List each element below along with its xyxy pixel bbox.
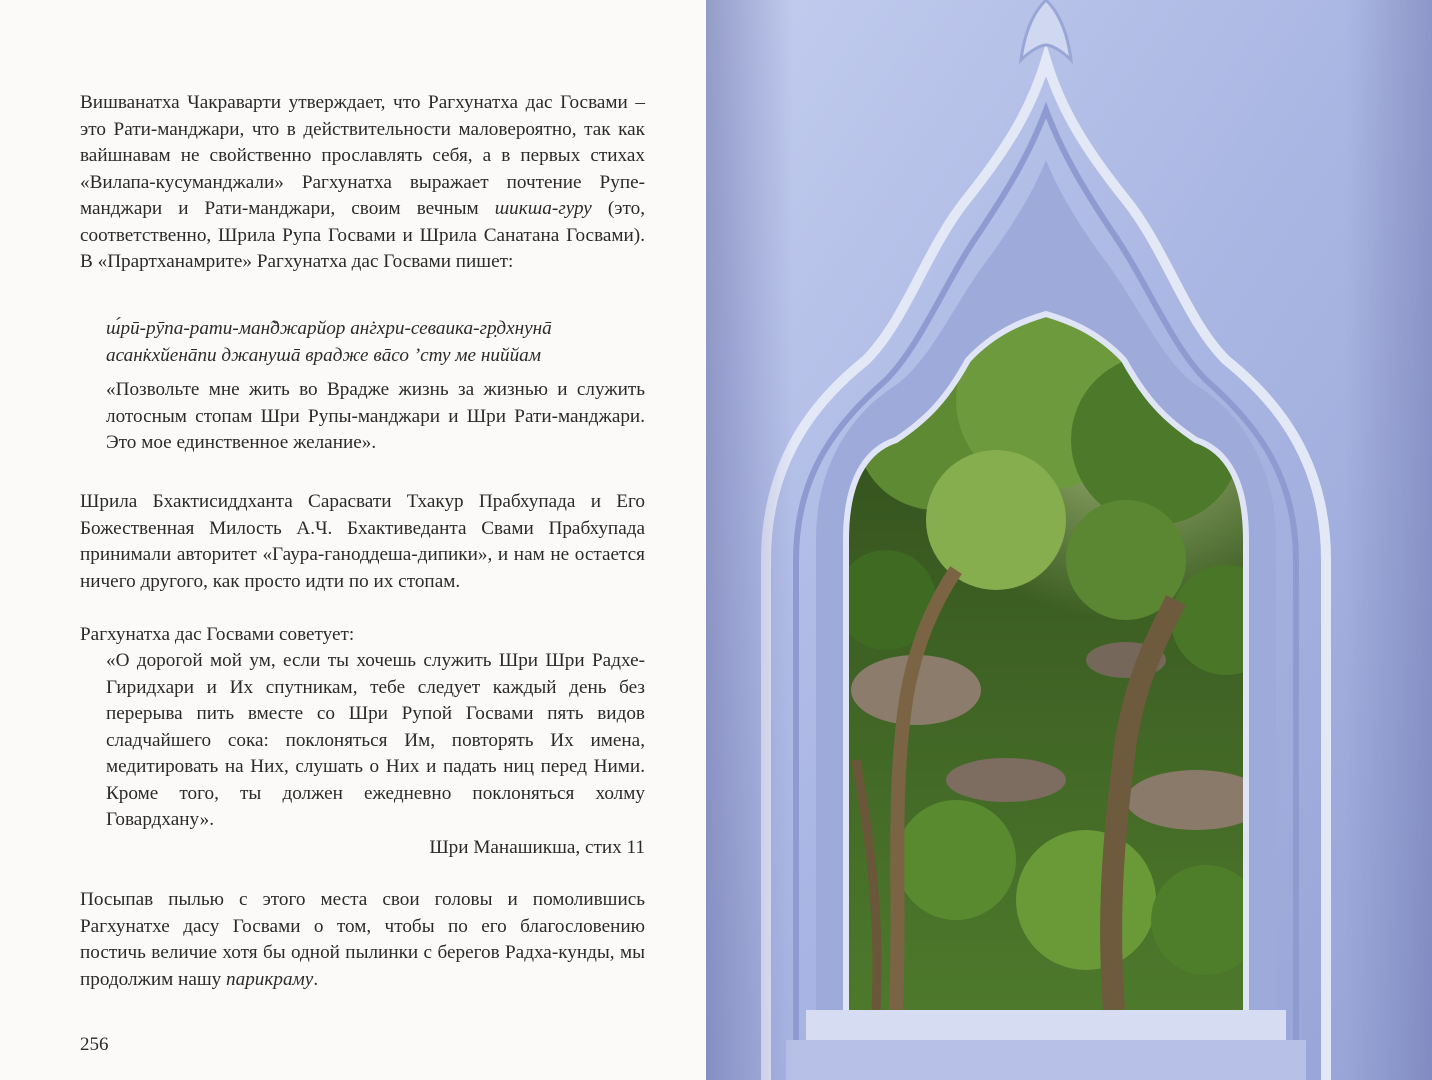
left-page	[0, 0, 706, 1080]
paragraph-4-text: Посыпав пылью с этого места свои головы и помолившись Рагхунатхе дасу Госвами о том, чтобы по его благословению постичь величие хотя бы одной пылинки с берегов Радха-кунды, мы продолжим нашу	[80, 889, 645, 990]
paragraph-1-text-end: (это, соответственно, Шрила Рупа Госвами и Шрила Санатана Госвами). В «Прартханамрите» Рагхунатха дас Госвами пишет:	[80, 198, 645, 272]
quote-source-text: Шри Манашикша, стих 11	[429, 837, 645, 858]
paragraph-2-text: Шрила Бхактисиддханта Сарасвати Тхакур Прабхупада и Его Божественная Милость А.Ч. Бхактиведанта Свами Прабхупада принимали авторитет «Гаура-ганоддеша-дипики», и нам не остается ничего другого, как просто идти по их стопам.	[80, 491, 645, 592]
paragraph-1	[80, 90, 645, 276]
paragraph-3-intro-text: Рагхунатха дас Госвами советует:	[80, 624, 355, 645]
verse-line-2: асан̇кхйенāпи джанушā врадже вāсо ’сту ме ниййам	[106, 344, 542, 366]
paragraph-4-italic-term: парикраму	[226, 968, 314, 990]
verse-translation-text: «Позвольте мне жить во Врадже жизнь за жизнью и служить лотосным стопам Шри Рупы-манджари и Шри Рати-манджари. Это мое единственное желание».	[106, 379, 645, 453]
block-quote	[80, 648, 645, 834]
paragraph-1-text: Вишванатха Чакраварти утверждает, что Рагхунатха дас Госвами – это Рати-манджари, что в действительности маловероятно, так как вайшнавам не свойственно прославлять себя, а в первых стихах «Вилапа-кусуманджали» Рагхунатха выражает почтение Рупе-манджари и Рати-манджари, своим вечным	[80, 92, 645, 219]
paragraph-4	[80, 887, 645, 993]
paragraph-2	[80, 489, 645, 595]
sanskrit-verse	[80, 316, 645, 369]
paragraph-4-text-end: .	[313, 968, 319, 990]
quote-source	[80, 835, 645, 862]
arch-window-photo	[706, 0, 1432, 1080]
paragraph-1-italic-term: шикша-гуру	[494, 198, 592, 219]
paragraph-3-intro	[80, 622, 645, 649]
verse-line-1: ш́рӣ-рӯпа-рати-ман̃джарйор ан̇гхри-севаика-гр̣дхнунā	[106, 318, 552, 339]
block-quote-text: «О дорогой мой ум, если ты хочешь служить Шри Шри Радхе-Гиридхари и Их спутникам, тебе следует каждый день без перерыва пить вместе со Шри Рупой Госвами пять видов сладчайшего сока: поклоняться Им, повторять Их имена, медитировать на Них, слушать о Них и падать ниц перед Ними. Кроме того, ты должен ежедневно поклоняться холму Говардхану».	[106, 650, 645, 830]
verse-translation	[80, 377, 645, 457]
page-number: 256	[80, 1034, 109, 1055]
